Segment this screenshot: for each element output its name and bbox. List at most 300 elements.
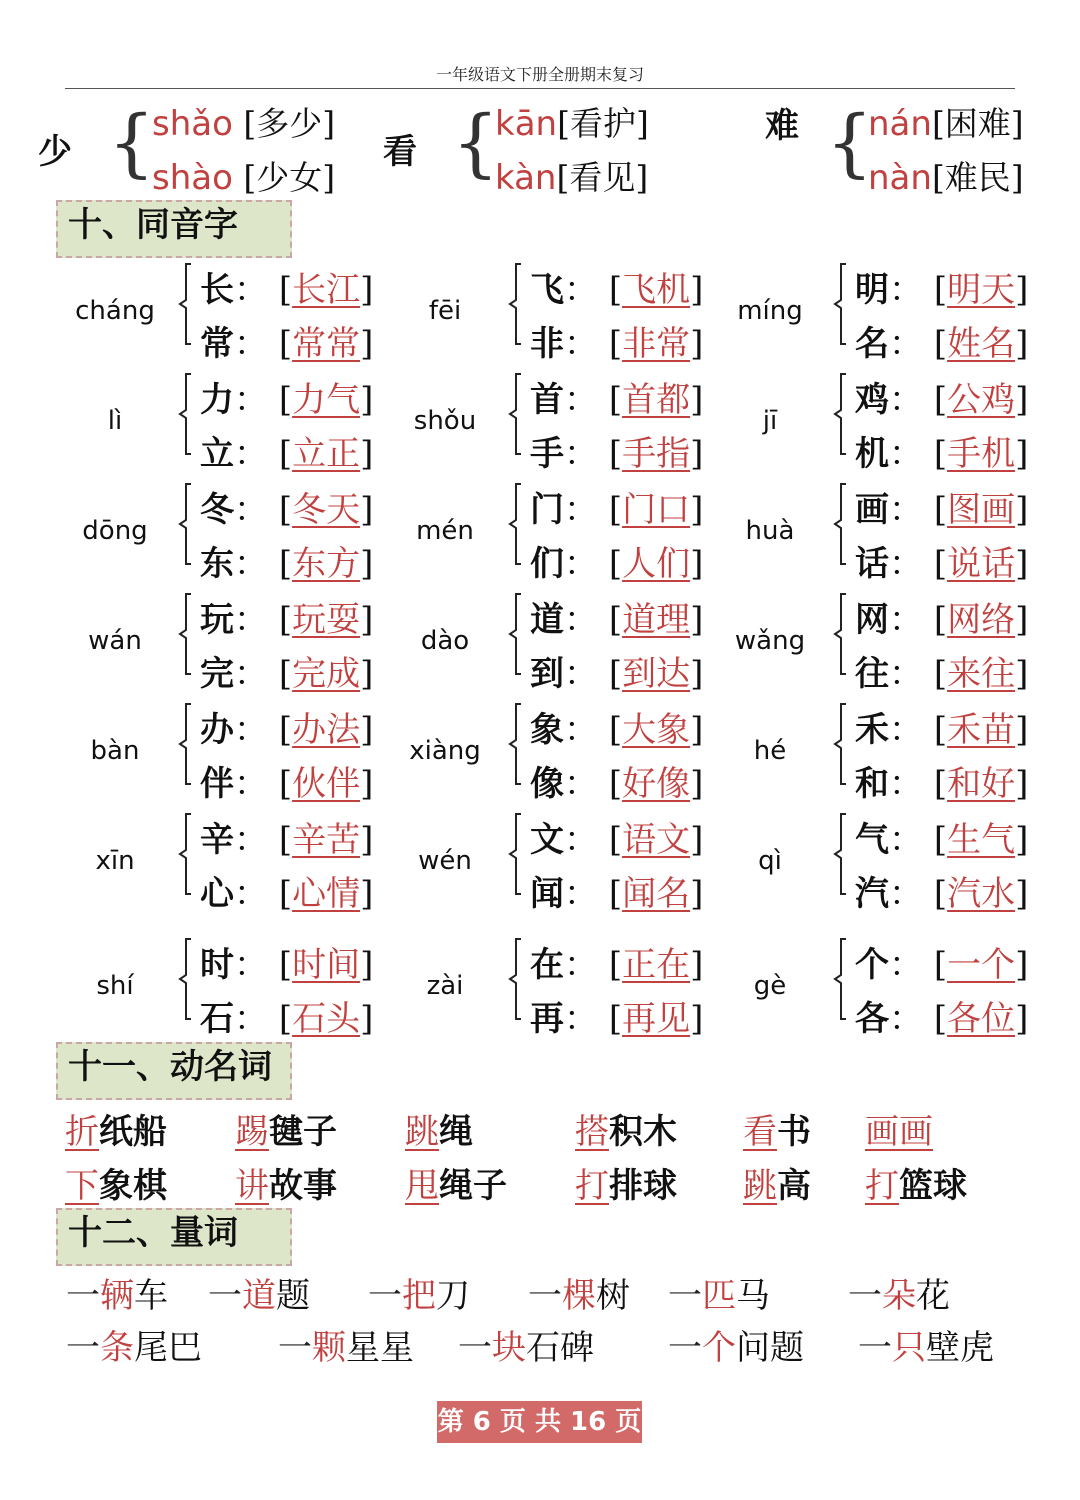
homophone-char: 话 — [855, 544, 889, 584]
noun: 刀 — [436, 1276, 470, 1316]
noun: 星星 — [346, 1328, 414, 1368]
bracket-icon — [176, 262, 196, 346]
open-bracket: [ — [933, 380, 948, 420]
open-bracket: [ — [278, 600, 293, 640]
open-bracket: [ — [933, 945, 948, 985]
homophone-entry — [530, 702, 703, 751]
homophone-char: 手 — [530, 434, 564, 474]
verb: 搭 — [575, 1112, 609, 1152]
homophone-pinyin: wén — [418, 846, 472, 876]
homophone-char: 汽 — [855, 874, 889, 914]
homophone-example-word: 长江 — [292, 270, 361, 310]
homophone-pinyin: mén — [416, 516, 474, 546]
homophone-entry — [855, 937, 1028, 986]
bracket-icon — [176, 812, 196, 896]
noun: 象棋 — [99, 1166, 167, 1206]
polyphone-char: 少 — [38, 132, 72, 172]
homophone-char: 和 — [855, 764, 889, 804]
noun: 故事 — [269, 1166, 337, 1206]
homophone-entry — [200, 262, 373, 311]
page-header-title: 一年级语文下册全册期末复习 — [435, 65, 644, 84]
homophone-example-word: 人们 — [622, 544, 691, 584]
close-bracket: ] — [360, 380, 374, 420]
noun: 书 — [777, 1112, 811, 1152]
open-bracket: [ — [933, 820, 948, 860]
homophone-example-word: 道理 — [622, 600, 691, 640]
homophone-char: 常 — [200, 324, 234, 364]
homophone-example-word: 完成 — [292, 654, 361, 694]
homophone-entry — [200, 592, 373, 641]
homophone-entry — [200, 702, 373, 751]
verb: 下 — [65, 1166, 99, 1206]
homophone-example-word: 玩耍 — [292, 600, 361, 640]
homophone-example-word: 禾苗 — [947, 710, 1016, 750]
bracket-icon — [506, 482, 526, 566]
homophone-entry — [855, 646, 1028, 695]
homophone-char: 石 — [200, 999, 234, 1039]
homophone-char: 长 — [200, 270, 234, 310]
homophone-entry — [855, 262, 1028, 311]
homophone-example-word: 闻名 — [622, 874, 691, 914]
bracket-icon — [176, 937, 196, 1021]
open-bracket: [ — [933, 600, 948, 640]
polyphone-char: 难 — [765, 106, 799, 146]
homophone-char: 闻 — [530, 874, 564, 914]
homophone-char: 办 — [200, 710, 234, 750]
bracket-icon — [831, 812, 851, 896]
homophone-example-word: 再见 — [622, 999, 691, 1039]
left-brace-icon: { — [108, 100, 156, 186]
colon-separator: ： — [234, 600, 279, 640]
verb: 讲 — [235, 1166, 269, 1206]
open-bracket: [ — [933, 544, 948, 584]
homophone-entry — [200, 426, 373, 475]
noun: 树 — [596, 1276, 630, 1316]
homophone-example-word: 石头 — [292, 999, 361, 1039]
open-bracket: [ — [608, 820, 623, 860]
open-bracket: [ — [278, 490, 293, 530]
open-bracket: [ — [608, 324, 623, 364]
close-bracket: ] — [360, 999, 374, 1039]
colon-separator: ： — [564, 600, 609, 640]
homophone-char: 鸡 — [855, 380, 889, 420]
close-bracket: ] — [360, 600, 374, 640]
homophone-entry — [200, 372, 373, 421]
homophone-pinyin: dōng — [82, 516, 148, 546]
verb-noun-phrase — [743, 1158, 811, 1207]
homophone-entry — [530, 812, 703, 861]
close-bracket: ] — [690, 945, 704, 985]
section-heading-measure-words: 十二、量词 — [56, 1208, 292, 1266]
homophone-entry — [200, 991, 373, 1040]
open-bracket: [ — [278, 945, 293, 985]
colon-separator: ： — [889, 544, 934, 584]
close-bracket: ] — [360, 270, 374, 310]
open-bracket: [ — [278, 874, 293, 914]
close-bracket: ] — [1015, 324, 1029, 364]
homophone-pinyin: xīn — [95, 846, 135, 876]
polyphone-reading: shǎo [多少] — [152, 104, 336, 144]
homophone-char: 往 — [855, 654, 889, 694]
close-bracket: ] — [1015, 600, 1029, 640]
close-bracket: ] — [1015, 764, 1029, 804]
measure-word: 条 — [100, 1328, 134, 1368]
colon-separator: ： — [564, 324, 609, 364]
homophone-example-word: 好像 — [622, 764, 691, 804]
numeral: 一 — [528, 1276, 562, 1316]
homophone-entry — [530, 426, 703, 475]
homophone-entry — [530, 991, 703, 1040]
homophone-entry — [200, 812, 373, 861]
colon-separator: ： — [234, 434, 279, 474]
homophone-entry — [200, 937, 373, 986]
homophone-entry — [200, 482, 373, 531]
homophone-char: 门 — [530, 490, 564, 530]
colon-separator: ： — [889, 380, 934, 420]
homophone-char: 辛 — [200, 820, 234, 860]
homophone-char: 完 — [200, 654, 234, 694]
numeral: 一 — [858, 1328, 892, 1368]
numeral: 一 — [66, 1276, 100, 1316]
measure-word-phrase — [858, 1320, 994, 1369]
homophone-char: 明 — [855, 270, 889, 310]
homophone-char: 再 — [530, 999, 564, 1039]
homophone-char: 力 — [200, 380, 234, 420]
noun: 石碑 — [526, 1328, 594, 1368]
homophone-pinyin: xiàng — [409, 736, 481, 766]
open-bracket: [ — [278, 820, 293, 860]
colon-separator: ： — [234, 270, 279, 310]
open-bracket: [ — [278, 380, 293, 420]
colon-separator: ： — [234, 380, 279, 420]
close-bracket: ] — [690, 270, 704, 310]
colon-separator: ： — [234, 999, 279, 1039]
open-bracket: [ — [933, 270, 948, 310]
homophone-char: 首 — [530, 380, 564, 420]
close-bracket: ] — [1015, 999, 1029, 1039]
close-bracket: ] — [360, 820, 374, 860]
homophone-char: 名 — [855, 324, 889, 364]
homophone-pinyin: dào — [420, 626, 470, 656]
homophone-entry — [855, 702, 1028, 751]
homophone-pinyin: qì — [758, 846, 782, 876]
homophone-char: 气 — [855, 820, 889, 860]
homophone-char: 非 — [530, 324, 564, 364]
homophone-pinyin: míng — [737, 296, 803, 326]
close-bracket: ] — [360, 434, 374, 474]
colon-separator: ： — [889, 874, 934, 914]
homophone-example-word: 门口 — [622, 490, 691, 530]
homophone-pinyin: bàn — [90, 736, 140, 766]
close-bracket: ] — [1015, 654, 1029, 694]
verb: 跳 — [405, 1112, 439, 1152]
homophone-pinyin: cháng — [75, 296, 155, 326]
homophone-example-word: 手指 — [622, 434, 691, 474]
section-heading-homophones: 十、同音字 — [56, 200, 292, 258]
colon-separator: ： — [564, 380, 609, 420]
open-bracket: [ — [278, 999, 293, 1039]
homophone-pinyin: lì — [107, 406, 123, 436]
bracket-icon — [506, 702, 526, 786]
homophone-char: 们 — [530, 544, 564, 584]
homophone-entry — [530, 482, 703, 531]
close-bracket: ] — [690, 999, 704, 1039]
close-bracket: ] — [360, 324, 374, 364]
open-bracket: [ — [608, 945, 623, 985]
colon-separator: ： — [564, 710, 609, 750]
bracket-icon — [831, 592, 851, 676]
bracket-icon — [176, 592, 196, 676]
homophone-char: 文 — [530, 820, 564, 860]
colon-separator: ： — [234, 544, 279, 584]
homophone-char: 心 — [200, 874, 234, 914]
open-bracket: [ — [608, 710, 623, 750]
homophone-example-word: 常常 — [292, 324, 361, 364]
verb-noun-phrase — [235, 1158, 337, 1207]
noun: 马 — [736, 1276, 770, 1316]
homophone-example-word: 公鸡 — [947, 380, 1016, 420]
homophone-entry — [855, 482, 1028, 531]
measure-word-phrase — [528, 1268, 630, 1317]
measure-word: 匹 — [702, 1276, 736, 1316]
homophone-char: 飞 — [530, 270, 564, 310]
noun: 问题 — [736, 1328, 804, 1368]
open-bracket: [ — [933, 874, 948, 914]
numeral: 一 — [668, 1276, 702, 1316]
homophone-example-word: 正在 — [622, 945, 691, 985]
colon-separator: ： — [564, 654, 609, 694]
polyphone-reading: kàn[看见] — [495, 158, 649, 198]
open-bracket: [ — [278, 270, 293, 310]
close-bracket: ] — [690, 654, 704, 694]
homophone-example-word: 首都 — [622, 380, 691, 420]
verb: 看 — [743, 1112, 777, 1152]
homophone-entry — [530, 592, 703, 641]
homophone-char: 玩 — [200, 600, 234, 640]
homophone-char: 画 — [855, 490, 889, 530]
colon-separator: ： — [564, 764, 609, 804]
close-bracket: ] — [1015, 945, 1029, 985]
homophone-entry — [855, 756, 1028, 805]
close-bracket: ] — [690, 490, 704, 530]
verb: 折 — [65, 1112, 99, 1152]
homophone-char: 各 — [855, 999, 889, 1039]
bracket-icon — [831, 482, 851, 566]
open-bracket: [ — [933, 710, 948, 750]
colon-separator: ： — [564, 874, 609, 914]
close-bracket: ] — [690, 710, 704, 750]
open-bracket: [ — [933, 764, 948, 804]
close-bracket: ] — [360, 490, 374, 530]
open-bracket: [ — [278, 544, 293, 584]
close-bracket: ] — [360, 874, 374, 914]
measure-word-phrase — [66, 1320, 202, 1369]
open-bracket: [ — [608, 380, 623, 420]
colon-separator: ： — [234, 324, 279, 364]
numeral: 一 — [668, 1328, 702, 1368]
close-bracket: ] — [690, 380, 704, 420]
homophone-example-word: 大象 — [622, 710, 691, 750]
homophone-example-word: 各位 — [947, 999, 1016, 1039]
measure-word: 棵 — [562, 1276, 596, 1316]
homophone-pinyin: shí — [96, 971, 134, 1001]
colon-separator: ： — [564, 999, 609, 1039]
colon-separator: ： — [564, 490, 609, 530]
noun: 排球 — [609, 1166, 677, 1206]
homophone-pinyin: wǎng — [734, 626, 806, 656]
homophone-entry — [200, 866, 373, 915]
bracket-icon — [831, 262, 851, 346]
close-bracket: ] — [1015, 434, 1029, 474]
colon-separator: ： — [234, 945, 279, 985]
colon-separator: ： — [889, 600, 934, 640]
open-bracket: [ — [933, 999, 948, 1039]
colon-separator: ： — [234, 874, 279, 914]
bracket-icon — [176, 372, 196, 456]
verb-noun-phrase — [865, 1104, 933, 1153]
colon-separator: ： — [564, 544, 609, 584]
homophone-example-word: 冬天 — [292, 490, 361, 530]
homophone-char: 个 — [855, 945, 889, 985]
noun: 积木 — [609, 1112, 677, 1152]
homophone-char: 时 — [200, 945, 234, 985]
colon-separator: ： — [889, 764, 934, 804]
close-bracket: ] — [1015, 544, 1029, 584]
section-heading-verb-noun: 十一、动名词 — [56, 1042, 292, 1100]
homophone-entry — [530, 937, 703, 986]
open-bracket: [ — [933, 654, 948, 694]
left-brace-icon: { — [826, 100, 874, 186]
bracket-icon — [506, 372, 526, 456]
homophone-pinyin: gè — [753, 971, 787, 1001]
open-bracket: [ — [278, 324, 293, 364]
colon-separator: ： — [234, 710, 279, 750]
close-bracket: ] — [360, 945, 374, 985]
homophone-entry — [855, 372, 1028, 421]
colon-separator: ： — [889, 434, 934, 474]
bracket-icon — [506, 592, 526, 676]
bracket-icon — [831, 937, 851, 1021]
bracket-icon — [506, 262, 526, 346]
verb-noun-phrase — [235, 1104, 337, 1153]
verb: 踢 — [235, 1112, 269, 1152]
noun: 高 — [777, 1166, 811, 1206]
bracket-icon — [506, 937, 526, 1021]
colon-separator: ： — [234, 764, 279, 804]
homophone-pinyin: jī — [762, 406, 778, 436]
polyphone-reading: nán[困难] — [868, 104, 1024, 144]
open-bracket: [ — [608, 434, 623, 474]
measure-word-phrase — [368, 1268, 470, 1317]
close-bracket: ] — [1015, 710, 1029, 750]
homophone-char: 东 — [200, 544, 234, 584]
homophone-entry — [855, 991, 1028, 1040]
verb-noun-phrase — [575, 1158, 677, 1207]
polyphone-reading: shào [少女] — [152, 158, 336, 198]
close-bracket: ] — [690, 544, 704, 584]
colon-separator: ： — [889, 710, 934, 750]
colon-separator: ： — [564, 820, 609, 860]
colon-separator: ： — [234, 820, 279, 860]
verb-noun-phrase — [575, 1104, 677, 1153]
noun: 车 — [134, 1276, 168, 1316]
homophone-example-word: 立正 — [292, 434, 361, 474]
measure-word: 把 — [402, 1276, 436, 1316]
homophone-pinyin: shǒu — [413, 406, 477, 436]
open-bracket: [ — [278, 710, 293, 750]
colon-separator: ： — [564, 945, 609, 985]
homophone-example-word: 时间 — [292, 945, 361, 985]
bracket-icon — [506, 812, 526, 896]
colon-separator: ： — [889, 324, 934, 364]
colon-separator: ： — [564, 270, 609, 310]
close-bracket: ] — [360, 654, 374, 694]
homophone-entry — [530, 262, 703, 311]
homophone-pinyin: zài — [426, 971, 464, 1001]
homophone-example-word: 伙伴 — [292, 764, 361, 804]
bracket-icon — [831, 372, 851, 456]
close-bracket: ] — [1015, 820, 1029, 860]
measure-word-phrase — [278, 1320, 414, 1369]
measure-word-phrase — [668, 1268, 770, 1317]
verb-noun-phrase — [65, 1104, 167, 1153]
measure-word: 块 — [492, 1328, 526, 1368]
colon-separator: ： — [889, 820, 934, 860]
measure-word-phrase — [208, 1268, 310, 1317]
noun: 壁虎 — [926, 1328, 994, 1368]
homophone-entry — [200, 536, 373, 585]
verb: 甩 — [405, 1166, 439, 1206]
homophone-entry — [855, 536, 1028, 585]
measure-word: 道 — [242, 1276, 276, 1316]
noun: 尾巴 — [134, 1328, 202, 1368]
homophone-char: 网 — [855, 600, 889, 640]
open-bracket: [ — [608, 874, 623, 914]
homophone-char: 立 — [200, 434, 234, 474]
homophone-example-word: 汽水 — [947, 874, 1016, 914]
open-bracket: [ — [608, 600, 623, 640]
homophone-char: 像 — [530, 764, 564, 804]
open-bracket: [ — [608, 654, 623, 694]
homophone-pinyin: hé — [753, 736, 787, 766]
verb-noun-phrase — [405, 1104, 473, 1153]
colon-separator: ： — [889, 490, 934, 530]
open-bracket: [ — [608, 999, 623, 1039]
homophone-example-word: 明天 — [947, 270, 1016, 310]
open-bracket: [ — [278, 434, 293, 474]
close-bracket: ] — [690, 874, 704, 914]
measure-word-phrase — [66, 1268, 168, 1317]
homophone-char: 象 — [530, 710, 564, 750]
measure-word: 朵 — [882, 1276, 916, 1316]
noun: 篮球 — [899, 1166, 967, 1206]
open-bracket: [ — [933, 434, 948, 474]
close-bracket: ] — [360, 710, 374, 750]
open-bracket: [ — [608, 764, 623, 804]
page-number-badge: 第 6 页 共 16 页 — [437, 1401, 642, 1443]
measure-word-phrase — [668, 1320, 804, 1369]
numeral: 一 — [208, 1276, 242, 1316]
homophone-example-word: 图画 — [947, 490, 1016, 530]
open-bracket: [ — [608, 270, 623, 310]
homophone-char: 在 — [530, 945, 564, 985]
homophone-example-word: 飞机 — [622, 270, 691, 310]
verb: 画画 — [865, 1112, 933, 1152]
homophone-char: 伴 — [200, 764, 234, 804]
close-bracket: ] — [690, 600, 704, 640]
homophone-char: 机 — [855, 434, 889, 474]
verb-noun-phrase — [405, 1158, 507, 1207]
